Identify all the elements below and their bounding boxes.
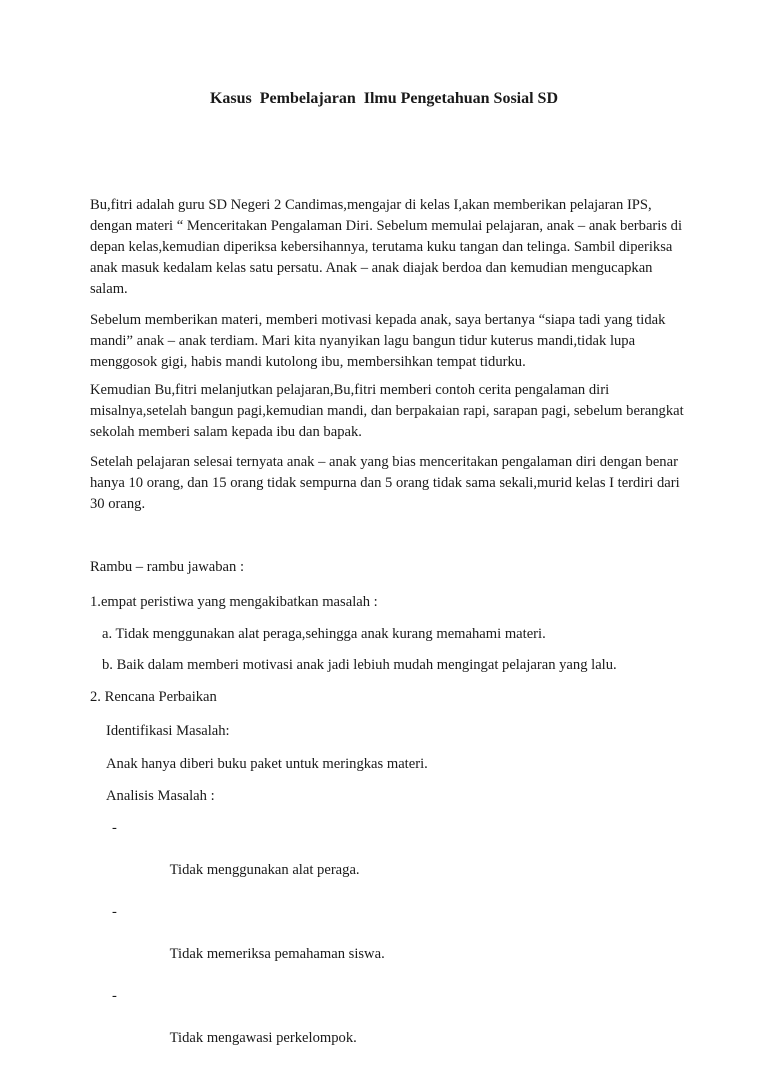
identifikasi-text: Anak hanya diberi buku paket untuk meringkas materi. bbox=[106, 756, 428, 772]
list-item bbox=[112, 986, 385, 1070]
bullet-marker: - bbox=[112, 988, 117, 1004]
item1-sub-a: a. Tidak menggunakan alat peraga,sehingga anak kurang memahami materi. bbox=[102, 626, 546, 642]
bullet-marker: - bbox=[112, 904, 117, 920]
item1-sub-b: b. Baik dalam memberi motivasi anak jadi lebiuh mudah mengingat pelajaran yang lalu. bbox=[102, 657, 617, 673]
paragraph-motivation: Sebelum memberikan materi, memberi motivasi kepada anak, saya bertanya “siapa tadi yang tidak mandi” anak – anak terdiam. Mari kita nyanyikan lagu bangun tidur kuterus mandi,tidak lupa menggosok gigi, habis mandi kutolong ibu, membersihkan tempat tidurku. bbox=[90, 312, 666, 370]
rambu-heading: Rambu – rambu jawaban : bbox=[90, 559, 245, 575]
paragraph-result: Setelah pelajaran selesai ternyata anak – anak yang bias menceritakan pengalaman diri dengan benar hanya 10 orang, dan 15 orang tidak sempurna dan 5 orang tidak sama sekali,murid kelas I terdiri dari 30 orang. bbox=[90, 454, 680, 512]
item2-heading: 2. Rencana Perbaikan bbox=[90, 689, 217, 705]
paragraph-case-intro: Bu,fitri adalah guru SD Negeri 2 Candimas,mengajar di kelas I,akan memberikan pelajaran IPS, dengan materi “ Menceritakan Pengalaman Diri. Sebelum memulai pelajaran, anak – anak berbaris di depan kelas,kemudian diperiksa kebersihannya, terutama kuku tangan dan telinga. Sambil diperiksa anak masuk kedalam kelas satu persatu. Anak – anak diajak berdoa dan kemudian mengucapkan salam. bbox=[90, 197, 683, 297]
bullet-marker: - bbox=[112, 820, 117, 836]
identifikasi-heading: Identifikasi Masalah: bbox=[106, 723, 230, 739]
list-item-text: Tidak memeriksa pemahaman siswa. bbox=[169, 946, 385, 962]
analisis-heading: Analisis Masalah : bbox=[106, 788, 215, 804]
item1-heading: 1.empat peristiwa yang mengakibatkan masalah : bbox=[90, 594, 378, 610]
list-item-text: Tidak menggunakan alat peraga. bbox=[169, 862, 360, 878]
document-title: Kasus Pembelajaran Ilmu Pengetahuan Sosial SD bbox=[209, 90, 559, 107]
list-item bbox=[112, 902, 385, 986]
analisis-list bbox=[112, 818, 385, 1070]
list-item bbox=[112, 818, 385, 902]
list-item-text: Tidak mengawasi perkelompok. bbox=[169, 1030, 357, 1046]
paragraph-example-story: Kemudian Bu,fitri melanjutkan pelajaran,Bu,fitri memberi contoh cerita pengalaman diri misalnya,setelah bangun pagi,kemudian mandi, dan berpakaian rapi, sarapan pagi, sebelum berangkat sekolah memberi salam kepada ibu dan bapak. bbox=[90, 382, 684, 440]
